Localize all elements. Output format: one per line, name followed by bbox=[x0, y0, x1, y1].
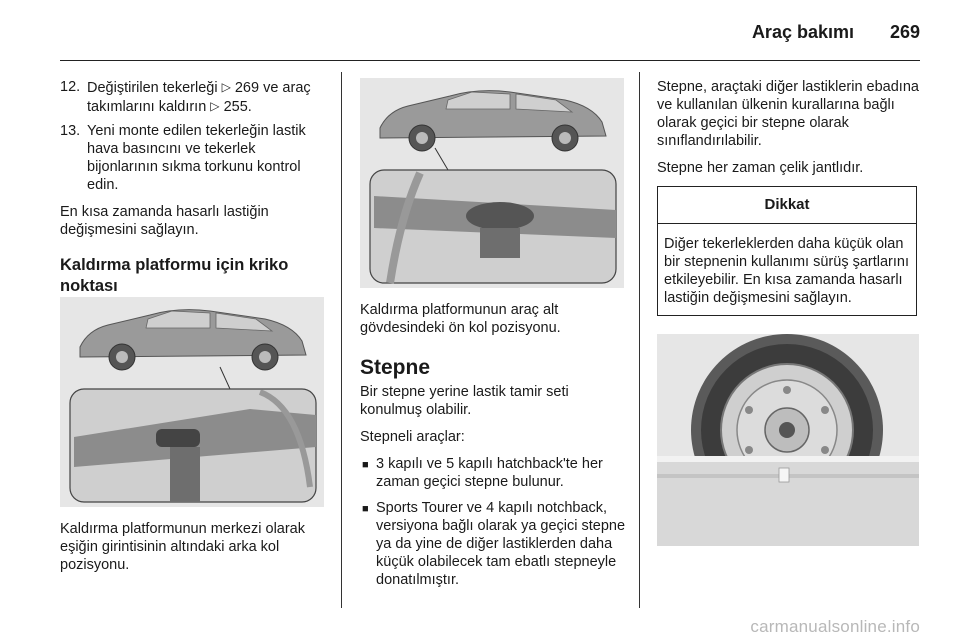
step-item bbox=[60, 122, 328, 194]
triangle-ref-icon: ▷ bbox=[210, 99, 220, 113]
bullet-text: Sports Tourer ve 4 kapılı notchback, versiyona bağlı olarak ya geçici stepne ya da yine de diğer lastiklerden daha küçük olabilecek tam ebatlı stepneyle donatılmıştır. bbox=[376, 500, 626, 588]
front-jack-point-illustration bbox=[360, 78, 624, 288]
middle-column bbox=[360, 301, 626, 597]
section-heading: Kaldırma platformu için kriko noktası bbox=[60, 256, 289, 295]
rear-jack-point-illustration bbox=[60, 297, 324, 507]
section-heading: Stepne bbox=[360, 356, 431, 379]
steps-list bbox=[60, 78, 328, 194]
left-caption-block bbox=[60, 520, 328, 583]
square-bullet-icon: ■ bbox=[362, 459, 369, 471]
step-item bbox=[60, 78, 328, 116]
bullet-text: 3 kapılı ve 5 kapılı hatchback'te her zaman geçici stepne bulunur. bbox=[376, 456, 603, 490]
right-column bbox=[657, 78, 921, 316]
list-label: Stepneli araçlar: bbox=[360, 429, 465, 445]
step-number: 12. bbox=[60, 79, 81, 95]
page-title: Araç bakımı bbox=[751, 22, 854, 42]
figure-caption: Kaldırma platformunun merkezi olarak eşiğin girintisinin altındaki arka kol pozisyonu. bbox=[60, 521, 305, 573]
paragraph: Stepne her zaman çelik jantlıdır. bbox=[657, 160, 864, 176]
page-number: 269 bbox=[889, 22, 920, 42]
watermark: carmanualsonline.info bbox=[750, 617, 920, 636]
triangle-ref-icon: ▷ bbox=[221, 80, 231, 94]
step-number: 13. bbox=[60, 123, 81, 139]
column-divider-left bbox=[341, 72, 342, 608]
step-text: Değiştirilen tekerleği bbox=[87, 80, 222, 96]
bullet-list bbox=[360, 455, 626, 589]
page-reference[interactable]: 269 bbox=[234, 80, 260, 96]
notice-box bbox=[657, 186, 917, 316]
step-text: Yeni monte edilen tekerleğin lastik hava basıncını ve tekerlek bijonlarının sıkma torkunu kontrol edin. bbox=[87, 123, 306, 193]
notice-title: Dikkat bbox=[658, 187, 916, 224]
step-text: ve araç takımlarını kaldırın bbox=[87, 80, 311, 115]
page-reference[interactable]: 255. bbox=[223, 99, 252, 115]
figure-caption: Kaldırma platformunun araç alt gövdesindeki ön kol pozisyonu. bbox=[360, 302, 561, 336]
left-column bbox=[60, 78, 328, 313]
bullet-item bbox=[360, 455, 626, 491]
square-bullet-icon: ■ bbox=[362, 503, 369, 515]
paragraph: Bir stepne yerine lastik tamir seti konulmuş olabilir. bbox=[360, 384, 569, 418]
header-rule bbox=[60, 60, 920, 61]
notice-body: Diğer tekerleklerden daha küçük olan bir stepnenin kullanımı sürüş şartlarını etkileyebilir. En kısa zamanda hasarlı lastiğin değişmesini sağlayın. bbox=[664, 236, 909, 306]
paragraph: En kısa zamanda hasarlı lastiğin değişmesini sağlayın. bbox=[60, 204, 269, 238]
page-header bbox=[0, 0, 960, 60]
paragraph: Stepne, araçtaki diğer lastiklerin ebadına ve kullanılan ülkenin kurallarına bağlı olarak geçici bir stepne olarak sınıflandırılabilir. bbox=[657, 79, 919, 149]
bullet-item bbox=[360, 499, 626, 589]
column-divider-right bbox=[639, 72, 640, 608]
spare-wheel-illustration bbox=[657, 334, 919, 546]
